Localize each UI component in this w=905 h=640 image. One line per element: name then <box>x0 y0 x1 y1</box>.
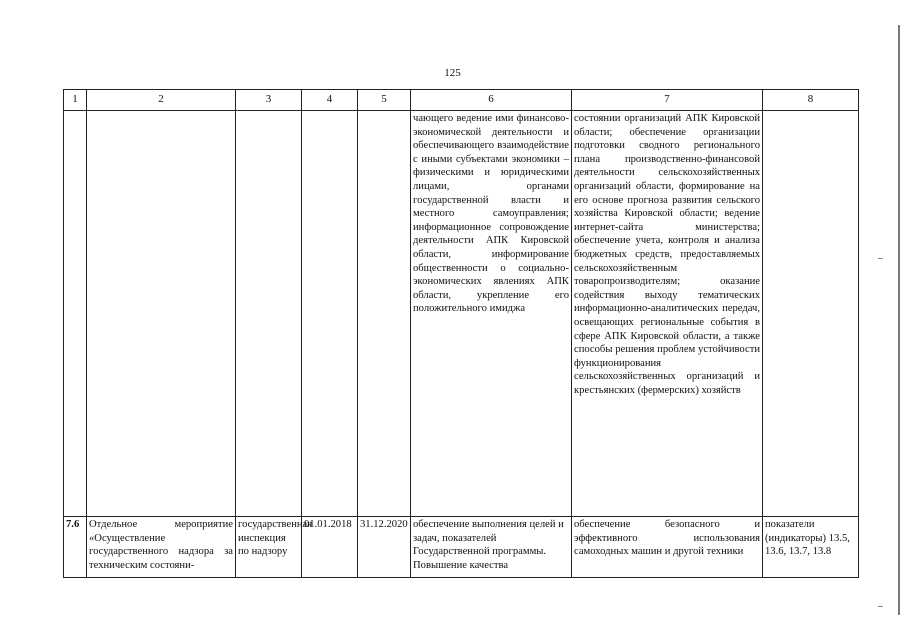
scan-edge-line <box>898 25 900 615</box>
cell-start-date <box>302 111 358 517</box>
scan-mark <box>878 258 883 259</box>
header-cell-1: 1 <box>64 90 87 111</box>
scan-mark <box>878 606 883 607</box>
cell-number: 7.6 <box>64 517 87 578</box>
page-number: 125 <box>444 67 461 79</box>
header-cell-2: 2 <box>87 90 236 111</box>
cell-indicators: показатели (индикаторы) 13.5, 13.6, 13.7, 13.8 <box>763 517 859 578</box>
cell-result: состоянии организаций АПК Кировской области; обеспечение организации подготовки сводного регионального плана производственно-финансовой деятельности сельскохозяйственных организаций области, формирование на его основе прогноза развития сельского хозяйства Кировской области; ведение интернет-сайта министерства; обеспечение учета, контроля и анализа бюджетных средств, предоставляемых сельскохозяйственным товаропроизводителям; оказание содействия выходу тематических информационно-аналитических передач, освещающих региональные события в сфере АПК Кировской области, а также способы решения проблем устойчивости функционирования сельскохозяйственных организаций и крестьянских (фермерских) хозяйств <box>572 111 763 517</box>
header-cell-6: 6 <box>411 90 572 111</box>
header-cell-5: 5 <box>358 90 411 111</box>
cell-end-date <box>358 111 411 517</box>
cell-start-date: 01.01.2018 <box>302 517 358 578</box>
cell-result: обеспечение безопасного и эффективного использования самоходных машин и другой техники <box>572 517 763 578</box>
cell-indicators <box>763 111 859 517</box>
table-row-7-6 <box>64 517 859 578</box>
cell-name <box>87 111 236 517</box>
cell-executor: государственная инспекция по надзору <box>236 517 302 578</box>
header-cell-4: 4 <box>302 90 358 111</box>
cell-number <box>64 111 87 517</box>
header-cell-7: 7 <box>572 90 763 111</box>
header-cell-8: 8 <box>763 90 859 111</box>
cell-name: Отдельное мероприятие «Осуществление государственного надзора за техническим состояни- <box>87 517 236 578</box>
cell-executor <box>236 111 302 517</box>
program-activities-table <box>63 89 859 578</box>
cell-description: обеспечение выполнения целей и задач, показателей Государственной программы. Повышение качества <box>411 517 572 578</box>
table-row-continuation <box>64 111 859 517</box>
header-cell-3: 3 <box>236 90 302 111</box>
cell-end-date: 31.12.2020 <box>358 517 411 578</box>
header-row <box>64 90 859 111</box>
cell-description: чающего ведение ими финансово-экономической деятельности и обеспечивающего взаимодействие с иными субъектами экономики – физическими и юридическими лицами, органами государственной власти и местного самоуправления; информационное сопровождение деятельности АПК Кировской области, информирование общественности о социально-экономических явлениях АПК области, укрепление его положительного имиджа <box>411 111 572 517</box>
